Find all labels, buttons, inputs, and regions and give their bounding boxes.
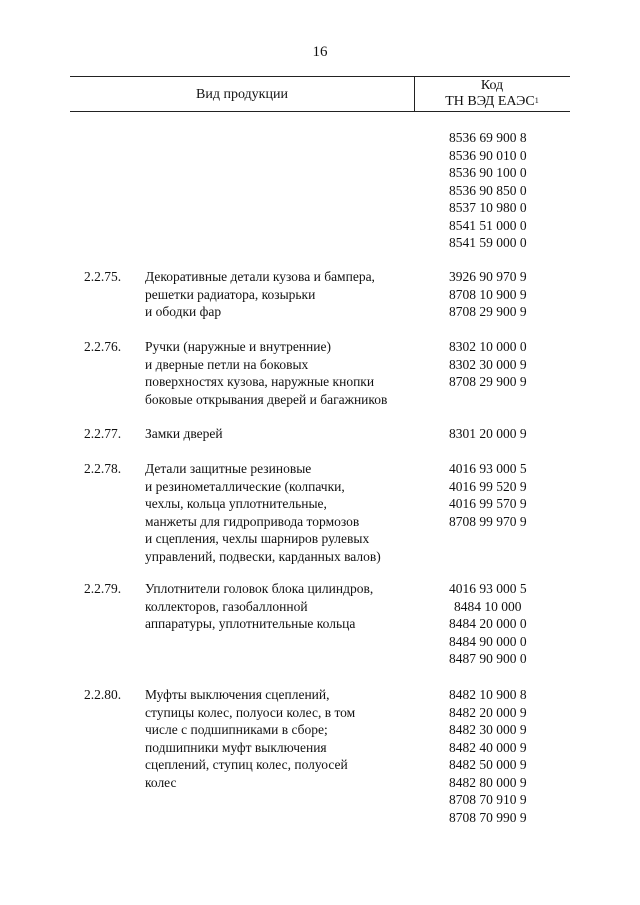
description-line: аппаратуры, уплотнительные кольца — [145, 616, 356, 631]
code-list — [449, 686, 559, 826]
code-value: 8536 90 850 0 — [449, 182, 527, 198]
code-value: 4016 99 520 9 — [449, 478, 527, 494]
code-value: 8536 69 900 8 — [449, 130, 527, 145]
description-line: Муфты выключения сцеплений, — [145, 687, 330, 702]
table-header-top-rule — [70, 76, 570, 77]
description-line: и дверные петли на боковых — [145, 356, 309, 372]
code-value: 3926 90 970 9 — [449, 269, 527, 284]
description-line: и резинометаллические (колпачки, — [145, 478, 345, 494]
page-number: 16 — [312, 44, 328, 60]
description-line: Декоративные детали кузова и бампера, — [145, 269, 375, 284]
code-value: 4016 93 000 5 — [449, 461, 527, 476]
code-value: 8482 30 000 9 — [449, 722, 527, 737]
footnote-marker: 1 — [534, 96, 539, 105]
row-description — [145, 580, 415, 633]
code-list — [449, 580, 559, 668]
code-value: 8482 10 900 8 — [449, 687, 527, 702]
column-header-code-line1: Код — [480, 78, 504, 93]
code-value: 8301 20 000 9 — [449, 426, 527, 441]
code-value: 8708 70 990 9 — [449, 809, 527, 825]
code-value: 8541 59 000 0 — [449, 235, 527, 250]
description-line: Уплотнители головок блока цилиндров, — [145, 581, 374, 596]
code-value: 8487 90 900 0 — [449, 651, 527, 666]
description-line: ступицы колес, полуоси колес, в том — [145, 704, 356, 720]
row-number: 2.2.79. — [84, 581, 122, 596]
description-line: решетки радиатора, козырьки — [145, 286, 316, 302]
code-value: 8484 10 000 — [454, 598, 522, 614]
code-list — [449, 460, 559, 530]
description-line: управлений, подвески, карданных валов) — [145, 548, 381, 564]
code-value: 8708 29 900 9 — [449, 374, 527, 389]
description-line: числе с подшипниками в сборе; — [145, 722, 328, 737]
code-value: 8484 20 000 0 — [449, 616, 527, 631]
code-value: 8482 20 000 9 — [449, 704, 527, 720]
description-line: и сцепления, чехлы шарниров рулевых — [145, 531, 370, 546]
row-number: 2.2.75. — [84, 269, 122, 284]
row-number: 2.2.80. — [84, 687, 122, 702]
row-description — [145, 460, 415, 565]
description-line: и ободки фар — [145, 304, 222, 319]
description-line: Ручки (наружные и внутренние) — [145, 339, 331, 354]
description-line: колес — [145, 774, 177, 790]
column-header-code — [414, 78, 570, 110]
code-value: 8541 51 000 0 — [449, 217, 527, 233]
code-value: 8482 50 000 9 — [449, 757, 527, 772]
code-value: 8484 90 000 0 — [449, 633, 527, 649]
code-list — [449, 268, 559, 321]
column-header-product: Вид продукции — [196, 87, 288, 102]
code-value: 8536 90 010 0 — [449, 147, 527, 163]
code-value: 8302 30 000 9 — [449, 356, 527, 372]
code-value: 8708 70 910 9 — [449, 792, 527, 807]
description-line: подшипники муфт выключения — [145, 739, 327, 755]
row-description — [145, 268, 415, 321]
column-header-code-line2: ТН ВЭД ЕАЭС — [445, 94, 535, 109]
description-line: коллекторов, газобаллонной — [145, 598, 308, 614]
code-value: 8537 10 980 0 — [449, 200, 527, 215]
code-value: 4016 99 570 9 — [449, 496, 527, 511]
description-line: чехлы, кольца уплотнительные, — [145, 496, 327, 511]
row-number: 2.2.77. — [84, 426, 122, 441]
table-header-bottom-rule — [70, 111, 570, 112]
code-value: 8708 99 970 9 — [449, 513, 527, 529]
description-line: Детали защитные резиновые — [145, 461, 312, 476]
code-list — [449, 338, 559, 391]
description-line: боковые открывания дверей и багажников — [145, 391, 388, 407]
row-description — [145, 425, 415, 443]
row-description — [145, 338, 415, 408]
row-number: 2.2.78. — [84, 461, 122, 476]
description-line: манжеты для гидропривода тормозов — [145, 513, 360, 529]
row-description — [145, 686, 415, 791]
description-line: поверхностях кузова, наружные кнопки — [145, 374, 375, 389]
description-line: сцеплений, ступиц колес, полуосей — [145, 757, 348, 772]
code-value: 8302 10 000 0 — [449, 339, 527, 354]
code-list — [449, 129, 559, 252]
code-value: 8482 80 000 9 — [449, 774, 527, 790]
code-value: 4016 93 000 5 — [449, 581, 527, 596]
code-value: 8482 40 000 9 — [449, 739, 527, 755]
code-list — [449, 425, 559, 443]
row-number: 2.2.76. — [84, 339, 122, 354]
description-line: Замки дверей — [145, 426, 223, 441]
code-value: 8536 90 100 0 — [449, 165, 527, 180]
code-value: 8708 10 900 9 — [449, 286, 527, 302]
code-value: 8708 29 900 9 — [449, 304, 527, 319]
